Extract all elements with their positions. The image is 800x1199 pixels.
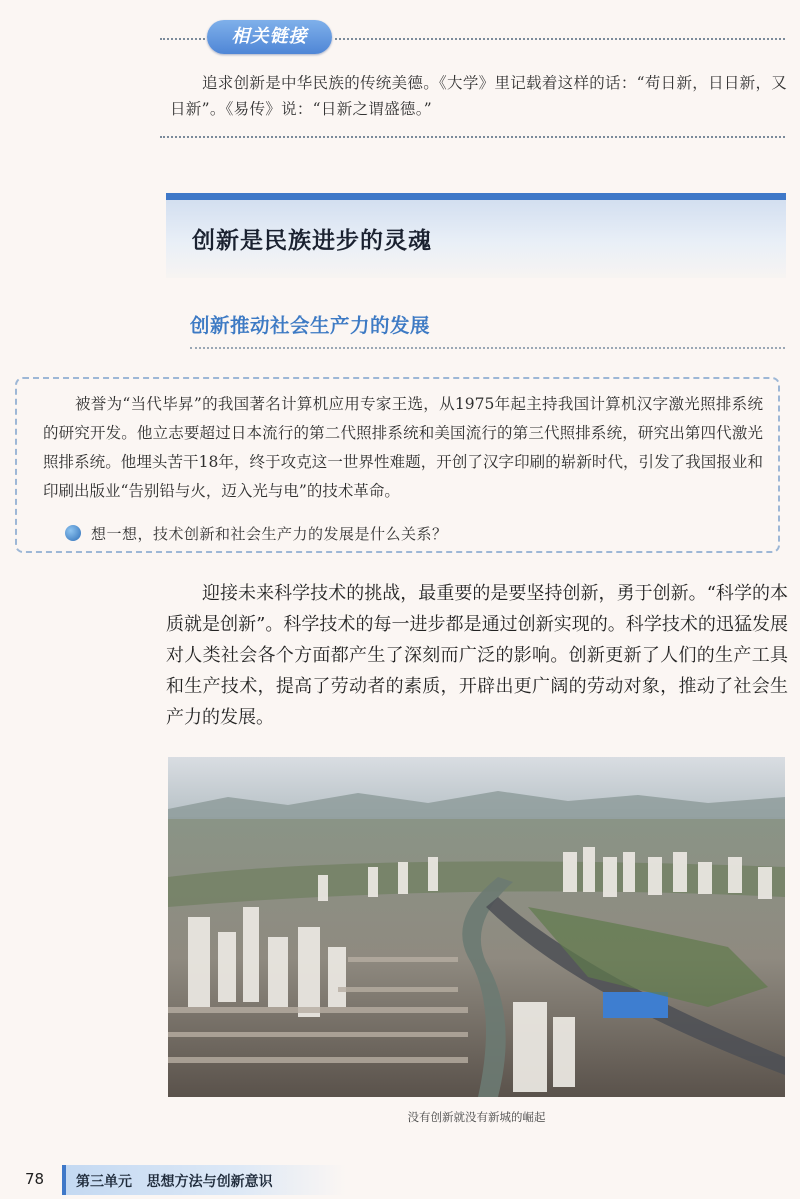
footer-unit-label: 第三单元 思想方法与创新意识 [76, 1174, 273, 1190]
body-paragraph: 迎接未来科学技术的挑战，最重要的是要坚持创新，勇于创新。“科学的本质就是创新”。科学技术的每一进步都是通过创新实现的。科学技术的迅猛发展对人类社会各个方面都产生了深刻而广泛的影响。创新更新了人们的生产工具和生产技术，提高了劳动者的素质，开辟出更广阔的劳动对象，推动了社会生产力的发展。 [166, 583, 788, 728]
subsection-title: 创新推动社会生产力的发展 [190, 314, 431, 337]
city-aerial-illustration [168, 757, 785, 1097]
related-link-text: 追求创新是中华民族的传统美德。《大学》里记载着这样的话：“苟日新，日日新，又日新”。《易传》说：“日新之谓盛德。” [170, 74, 788, 118]
case-study-box [15, 377, 780, 553]
related-link-divider-bottom [160, 136, 785, 138]
think-prompt-text: 想一想，技术创新和社会生产力的发展是什么关系？ [91, 524, 448, 543]
related-link-divider-left [160, 38, 205, 40]
related-link-divider-right [335, 38, 785, 40]
case-study-text: 被誉为“当代毕昇”的我国著名计算机应用专家王选，从1975年起主持我国计算机汉字激光照排系统的研究开发。他立志要超过日本流行的第二代照排系统和美国流行的第三代照排系统，研究出第四代激光照排系统。他埋头苦干18年，终于攻克这一世界性难题，开创了汉字印刷的崭新时代，引发了我国报业和印刷出版业“告别铅与火，迈入光与电”的技术革命。 [43, 395, 763, 500]
figure-caption: 没有创新就没有新城的崛起 [407, 1110, 546, 1124]
think-prompt [65, 521, 448, 545]
section-title: 创新是民族进步的灵魂 [192, 228, 432, 254]
city-aerial-photo [168, 757, 785, 1097]
related-link-tab: 相关链接 [207, 20, 332, 54]
section-banner [166, 193, 786, 278]
subsection-divider [190, 347, 785, 349]
bullet-circle-icon [65, 525, 81, 541]
page-number: 78 [25, 1170, 45, 1188]
footer-unit-bar [62, 1165, 346, 1195]
